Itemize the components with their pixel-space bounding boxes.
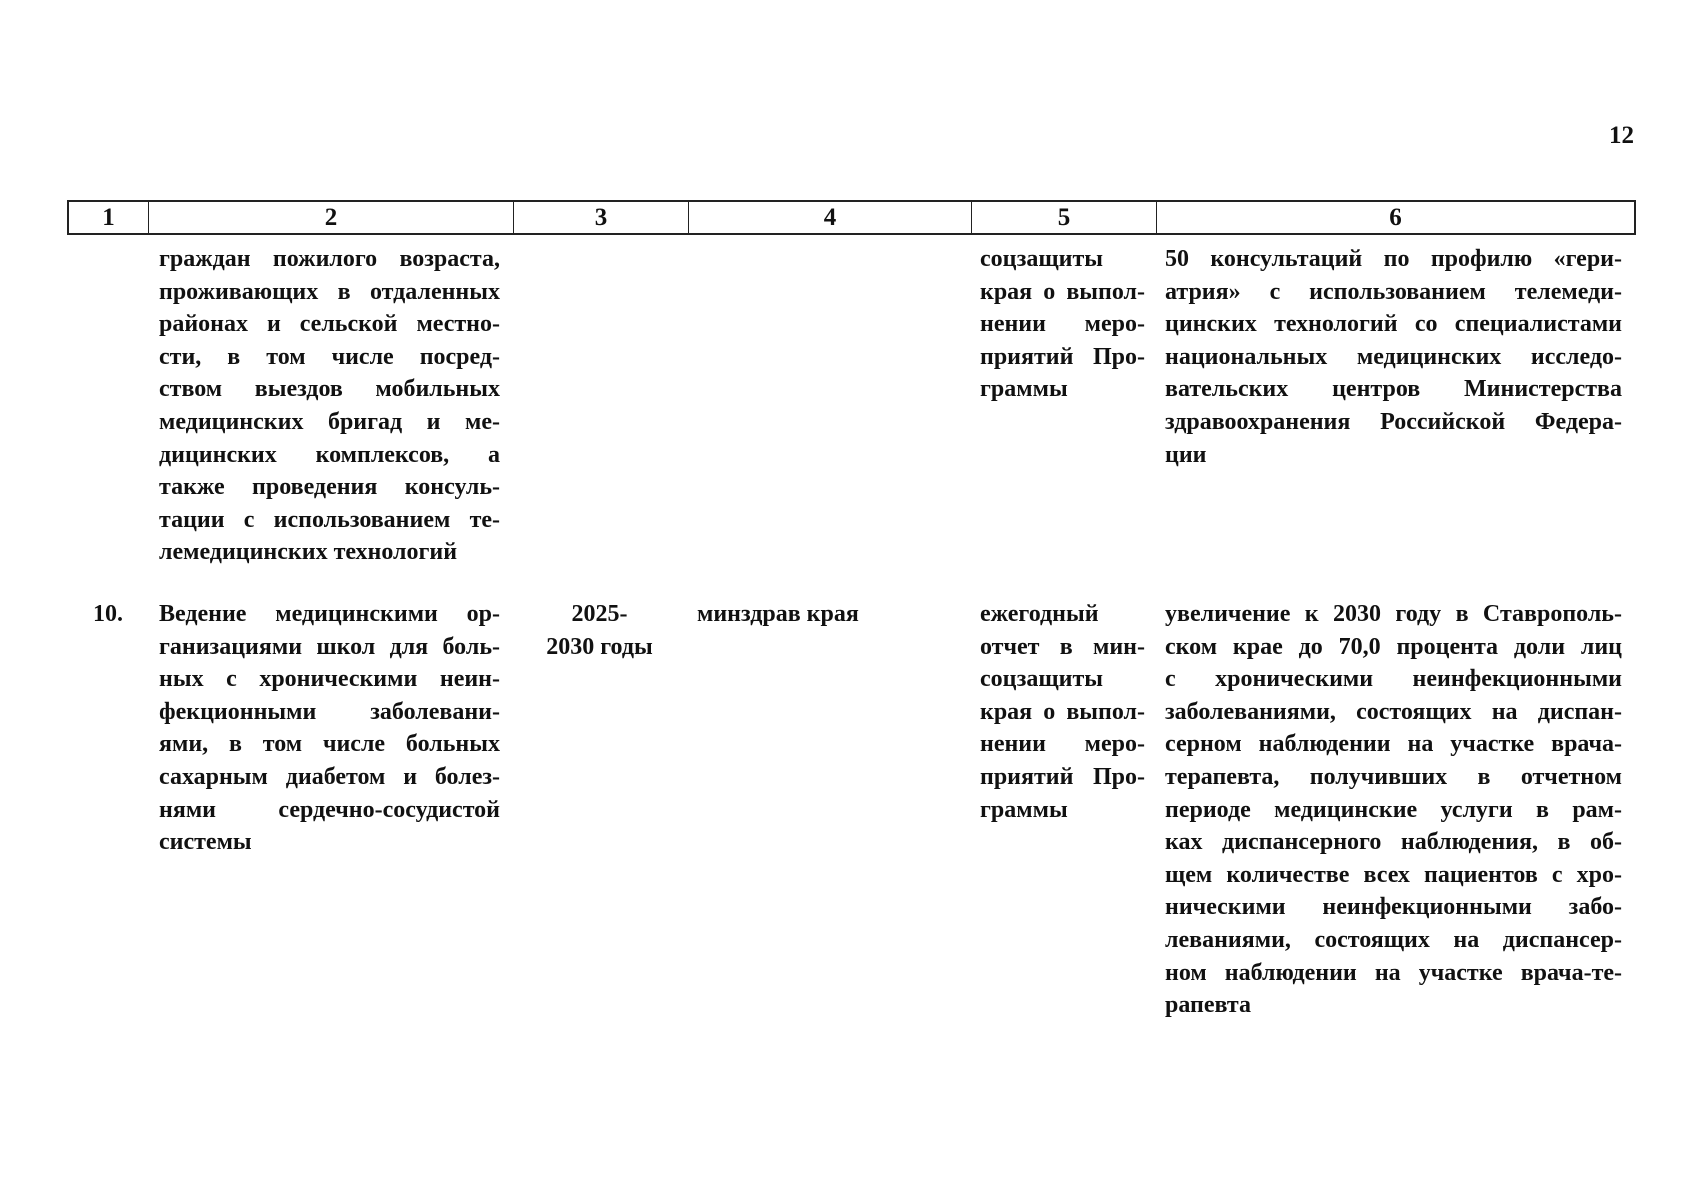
activity-cell [147,243,512,569]
report-line: нении меро- [980,731,1145,758]
result-line: леваниями, состоящих на диспансер- [1165,926,1622,953]
period-line: 2025- [571,601,628,627]
result-line: вательских центров Министерства [1165,376,1622,403]
activity-line: дицинских комплексов, а [159,441,500,468]
activity-cell [147,598,512,1022]
report-line: края о выпол- [980,698,1145,725]
table-header-row [67,200,1636,235]
activity-line: районах и сельской местно- [159,311,500,338]
page-number: 12 [1609,122,1634,149]
activity-line: системы [159,829,252,856]
result-line: здравоохранения Российской Федера- [1165,408,1622,435]
result-line: ном наблюдении на участке врача-те- [1165,959,1622,986]
report-cell [970,598,1155,1022]
report-line: нении меро- [980,311,1145,338]
activity-line: лемедицинских технологий [159,539,458,566]
result-line: национальных медицинских исследо- [1165,343,1622,370]
activity-line: сти, в том числе посред- [159,343,500,370]
table-row [67,243,1632,569]
result-cell [1155,243,1632,569]
column-number-5: 5 [972,202,1157,233]
activity-line: проживающих в отдаленных [159,278,500,305]
column-number-2: 2 [149,202,514,233]
result-line: цинских технологий со специалистами [1165,311,1622,338]
column-number-4: 4 [689,202,972,233]
activity-line: фекционными заболевани- [159,698,500,725]
result-line: ках диспансерного наблюдения, в об- [1165,829,1622,856]
row-number [67,243,147,569]
period-cell [512,243,687,569]
report-line: приятий Про- [980,343,1145,370]
result-line: рапевта [1165,992,1251,1019]
result-line: щем количестве всех пациентов с хро- [1165,861,1622,888]
report-line: граммы [980,796,1068,823]
result-line: увеличение к 2030 году в Ставрополь- [1165,601,1622,627]
result-line: ском крае до 70,0 процента доли лиц [1165,633,1622,660]
report-line: края о выпол- [980,278,1145,305]
result-line: ции [1165,441,1207,468]
report-cell [970,243,1155,569]
result-line: с хроническими неинфекционными [1165,666,1622,693]
row-number: 10. [93,601,123,627]
activity-line: ями, в том числе больных [159,731,500,758]
activity-line: Ведение медицинскими ор- [159,601,500,627]
period-line: 2030 годы [546,633,653,660]
report-line: соцзащиты [980,246,1104,272]
executor-cell [687,243,970,569]
report-line: граммы [980,376,1068,403]
result-cell [1155,598,1632,1022]
report-line: отчет в мин- [980,633,1145,660]
report-line: ежегодный [980,601,1099,627]
result-line: терапевта, получивших в отчетном [1165,763,1622,790]
column-number-3: 3 [514,202,689,233]
report-line: соцзащиты [980,666,1104,693]
activity-line: нями сердечно-сосудистой [159,796,500,823]
activity-line: ством выездов мобильных [159,376,500,403]
executor-cell: минздрав края [697,601,859,627]
result-line: 50 консультаций по профилю «гери- [1165,246,1622,272]
result-line: атрия» с использованием телемеди- [1165,278,1622,305]
activity-line: граждан пожилого возраста, [159,246,500,272]
result-line: заболеваниями, состоящих на диспан- [1165,698,1622,725]
activity-line: ных с хроническими неин- [159,666,500,693]
activity-line: ганизациями школ для боль- [159,633,500,660]
result-line: периоде медицинские услуги в рам- [1165,796,1622,823]
result-line: ническими неинфекционными забо- [1165,894,1622,921]
activity-line: также проведения консуль- [159,474,500,501]
column-number-1: 1 [69,202,149,233]
activity-line: сахарным диабетом и болез- [159,763,500,790]
activity-line: тации с использованием те- [159,506,500,533]
table-row [67,598,1632,1022]
result-line: серном наблюдении на участке врача- [1165,731,1622,758]
period-cell [512,598,687,1022]
column-number-6: 6 [1389,203,1402,231]
activity-line: медицинских бригад и ме- [159,408,500,435]
report-line: приятий Про- [980,763,1145,790]
